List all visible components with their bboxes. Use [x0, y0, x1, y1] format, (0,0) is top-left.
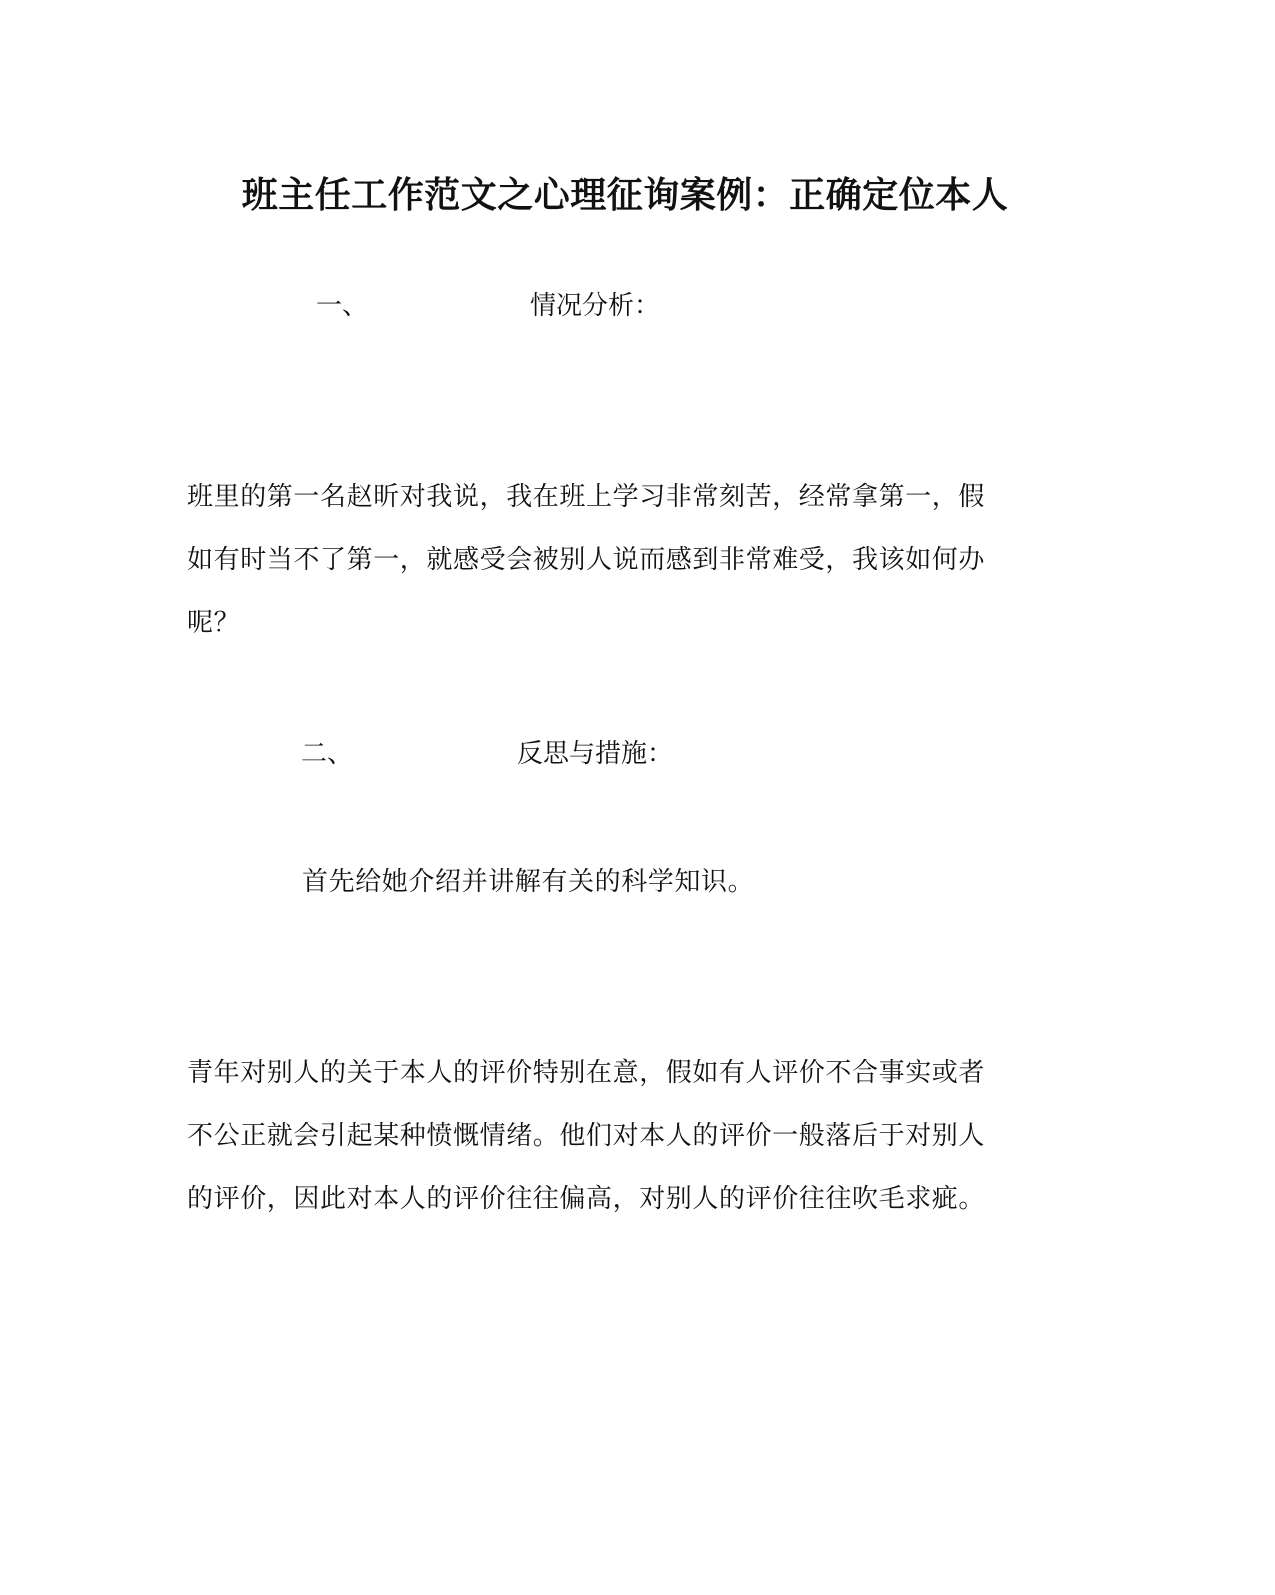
paragraph-1-line: 呢？: [187, 608, 241, 638]
paragraph-3-line: 的评价，因此对本人的评价往往偏高，对别人的评价往往吹毛求疵。: [187, 1184, 986, 1214]
document-title: 班主任工作范文之心理征询案例：正确定位本人: [241, 175, 1009, 216]
paragraph-1-line: 班里的第一名赵昕对我说，我在班上学习非常刻苦，经常拿第一，假: [187, 482, 986, 512]
section-number-1: 一、: [316, 291, 369, 321]
paragraph-2: 首先给她介绍并讲解有关的科学知识。: [302, 867, 755, 897]
paragraph-1: [187, 466, 1057, 655]
section-heading-2: [301, 734, 701, 774]
section-number-2: 二、: [301, 739, 354, 769]
paragraph-3-line: 青年对别人的关于本人的评价特别在意，假如有人评价不合事实或者: [187, 1058, 986, 1088]
paragraph-3-line: 不公正就会引起某种愤慨情绪。他们对本人的评价一般落后于对别人: [187, 1121, 986, 1151]
section-label-1: 情况分析：: [530, 291, 661, 321]
section-label-2: 反思与措施：: [517, 739, 674, 769]
paragraph-3: [187, 1042, 1057, 1231]
section-heading-1: [316, 286, 716, 326]
paragraph-1-line: 如有时当不了第一，就感受会被别人说而感到非常难受，我该如何办: [187, 545, 986, 575]
